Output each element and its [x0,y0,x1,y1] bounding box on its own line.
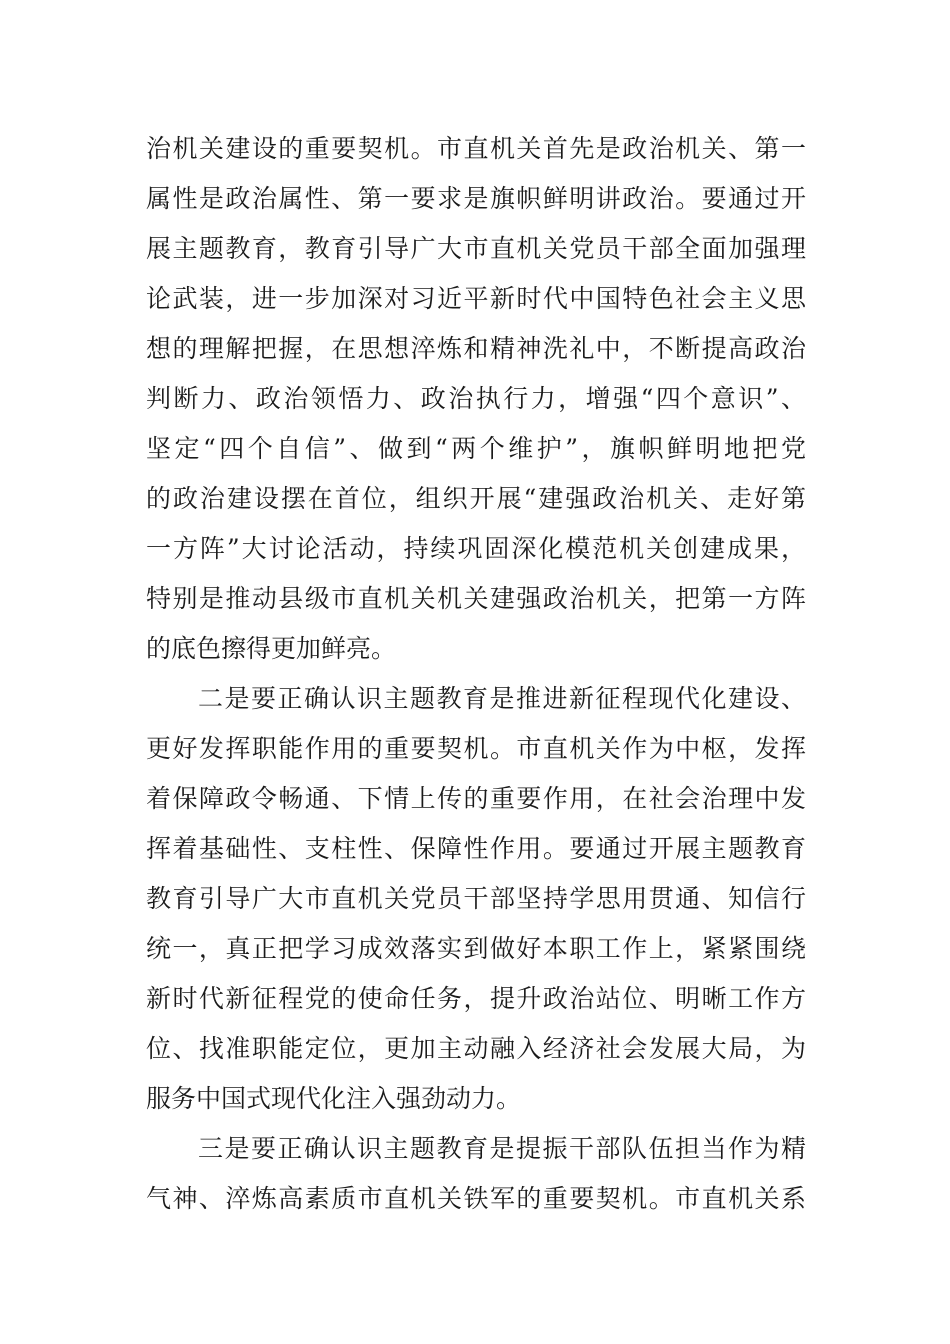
text-line: 坚定“四个自信”、做到“两个维护”，旗帜鲜明地把党 [146,434,806,463]
paragraph-3 [146,1124,806,1224]
text-line: 更好发挥职能作用的重要契机。市直机关作为中枢，发挥 [146,734,806,763]
text-line: 论武装，进一步加深对习近平新时代中国特色社会主义思 [146,284,806,313]
text-line: 挥着基础性、支柱性、保障性作用。要通过开展主题教育 [146,834,806,863]
text-line: 特别是推动县级市直机关机关建强政治机关，把第一方阵 [146,584,806,613]
text-line: 想的理解把握，在思想淬炼和精神洗礼中，不断提高政治 [146,334,806,363]
text-line: 新时代新征程党的使命任务，提升政治站位、明晰工作方 [146,984,806,1013]
paragraph-2 [146,674,806,1124]
text-line: 属性是政治属性、第一要求是旗帜鲜明讲政治。要通过开 [146,184,806,213]
text-line: 教育引导广大市直机关党员干部坚持学思用贯通、知信行 [146,884,806,913]
text-line: 的政治建设摆在首位，组织开展“建强政治机关、走好第 [146,484,806,513]
text-line: 三是要正确认识主题教育是提振干部队伍担当作为精 [198,1134,806,1163]
paragraph-1 [146,124,806,674]
text-line: 统一，真正把学习成效落实到做好本职工作上，紧紧围绕 [146,934,806,963]
text-line: 位、找准职能定位，更加主动融入经济社会发展大局，为 [146,1034,806,1063]
text-line: 展主题教育，教育引导广大市直机关党员干部全面加强理 [146,234,806,263]
text-line: 着保障政令畅通、下情上传的重要作用，在社会治理中发 [146,784,806,813]
text-line: 气神、淬炼高素质市直机关铁军的重要契机。市直机关系 [146,1184,806,1213]
body-text [146,124,806,1224]
text-line: 的底色擦得更加鲜亮。 [146,634,397,663]
text-line: 判断力、政治领悟力、政治执行力，增强“四个意识”、 [146,384,806,413]
text-line: 二是要正确认识主题教育是推进新征程现代化建设、 [198,684,806,713]
text-line: 服务中国式现代化注入强劲动力。 [146,1084,522,1113]
text-line: 一方阵”大讨论活动，持续巩固深化模范机关创建成果， [146,534,806,563]
text-line: 治机关建设的重要契机。市直机关首先是政治机关、第一 [146,134,806,163]
